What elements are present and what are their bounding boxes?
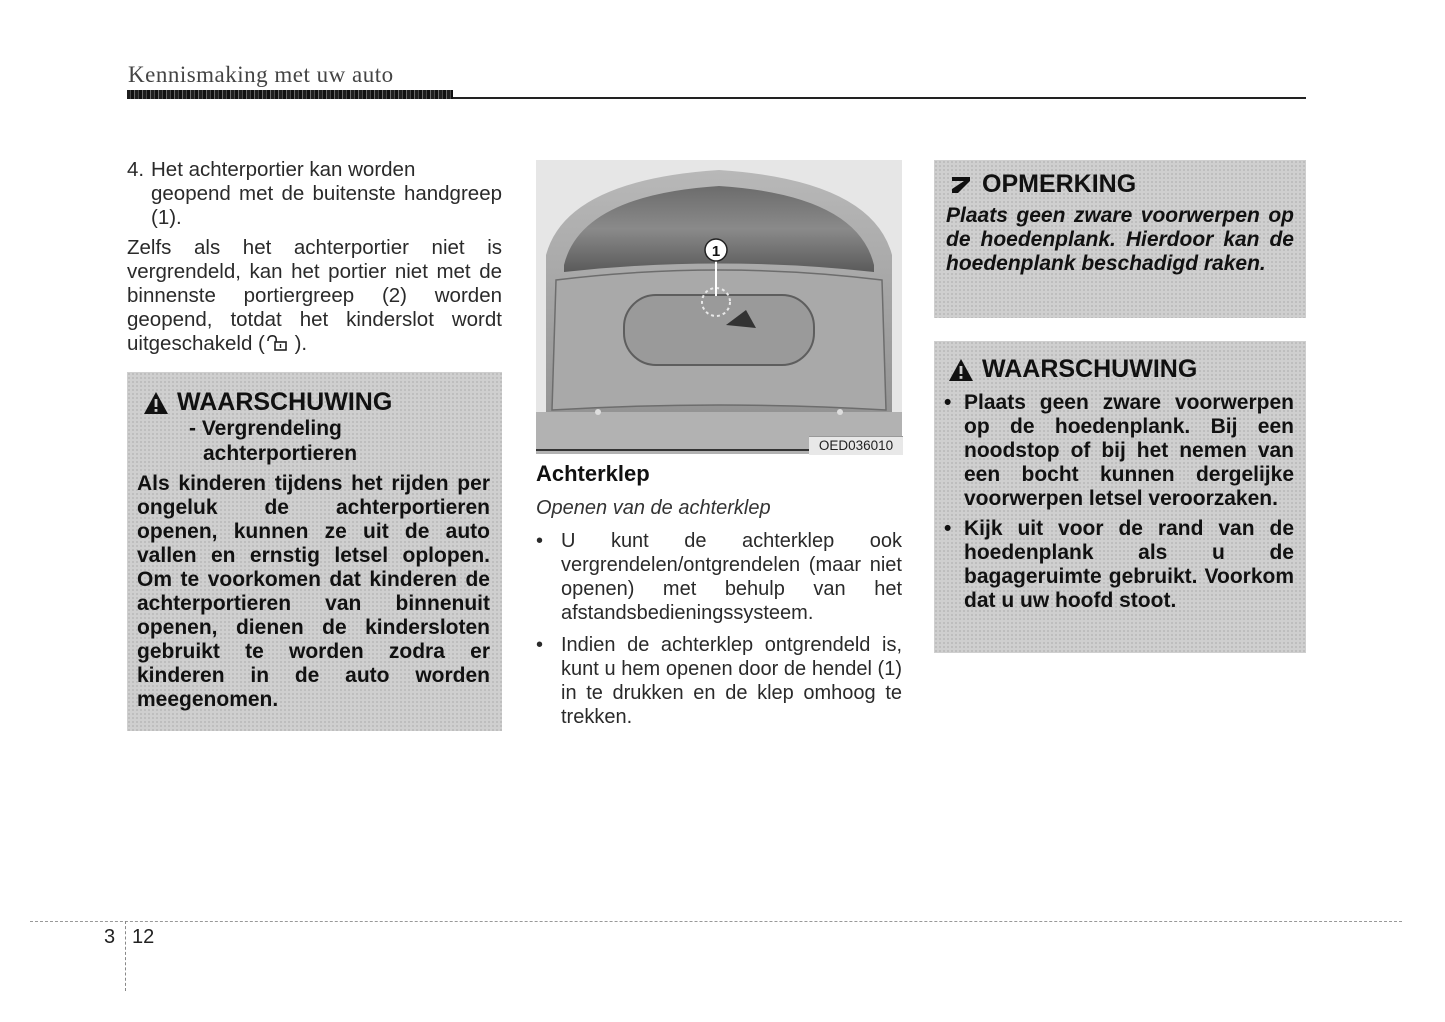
note-heading [948, 170, 1136, 199]
tailgate-bullets [536, 529, 902, 737]
childlock-paragraph-end: ). [294, 332, 308, 355]
header-decorative-bar [127, 90, 453, 99]
warning-triangle-icon [948, 358, 974, 382]
warning-subtitle-line2: achterportieren [203, 442, 358, 465]
note-body: Plaats geen zware voorwerpen op de hoedenplank. Hierdoor kan de hoedenplank beschadigd raken. [946, 204, 1294, 275]
step-number: 4. [127, 158, 145, 181]
tailgate-illustration [536, 160, 902, 454]
callout-number: 1 [711, 243, 721, 260]
note-pencil-icon [948, 173, 974, 197]
footer-dashed-rule [30, 921, 1402, 922]
warning-heading [143, 388, 392, 417]
step-text-rest: geopend met de buitenste handgreep (1). [151, 182, 502, 229]
warning-title: WAARSCHUWING [177, 388, 393, 416]
license-plate-recess [624, 295, 814, 365]
childlock-paragraph-text: Zelfs als het achterportier niet is vergrendeld, kan het portier niet met de binnenste portiergreep (2) worden geopend, totdat het kinderslot wordt uitgeschakeld ( [127, 236, 502, 355]
step-text-line1: Het achterportier kan worden [151, 158, 416, 181]
warning-box-parcel-shelf [934, 341, 1306, 653]
bumper-light-left [595, 409, 601, 415]
bullet-dot: • [536, 530, 544, 552]
note-box [934, 160, 1306, 318]
child-lock-symbol-icon [265, 333, 289, 353]
warning-body: Als kinderen tijdens het rijden per ongeluk de achterportieren openen, kunnen ze uit de auto vallen en ernstig letsel oplopen. Om te voorkomen dat kinderen de achterportieren van binnenuit openen, dienen de kindersloten gebruikt te worden zodra er kinderen in de auto worden meegenomen. [137, 472, 490, 711]
list-item [944, 517, 1294, 613]
warning-heading [948, 355, 1197, 384]
warning-box-child-lock [127, 372, 502, 731]
page-number: 12 [132, 926, 155, 948]
step-4 [127, 158, 502, 230]
section-subtitle: Openen van de achterklep [536, 497, 771, 519]
bullet-dot: • [536, 634, 544, 656]
warning-item-text: Plaats geen zware voorwerpen op de hoedenplank. Bij een noodstop of bij het nemen van een bocht kunnen dergelijke voorwerpen letsel veroorzaken. [964, 391, 1294, 510]
warning-items [944, 391, 1294, 619]
step-text [151, 158, 502, 230]
bullet-dot: • [944, 517, 952, 540]
bumper-light-right [837, 409, 843, 415]
list-item [944, 391, 1294, 511]
page-chapter-number: 3 [104, 926, 116, 948]
bullet-text: Indien de achterklep ontgrendeld is, kunt u hem openen door de hendel (1) in te drukken en de klep omhoog te trekken. [561, 634, 902, 728]
warning-title: WAARSCHUWING [982, 355, 1198, 383]
warning-triangle-icon [143, 391, 169, 415]
warning-subtitle [189, 416, 357, 466]
list-item [536, 633, 902, 729]
list-item [536, 529, 902, 625]
warning-subtitle-line1: - Vergrendeling [189, 417, 342, 440]
note-title: OPMERKING [982, 170, 1137, 198]
bullet-text: U kunt de achterklep ook vergrendelen/ontgrendelen (maar niet openen) met behulp van het afstandsbedieningssysteem. [561, 530, 902, 624]
footer-page-divider [125, 921, 126, 991]
warning-item-text: Kijk uit voor de rand van de hoedenplank als u de bagageruimte gebruikt. Voorkom dat u uw hoofd stoot. [964, 517, 1294, 612]
left-column [127, 158, 502, 356]
figure-code-label: OED036010 [809, 436, 903, 455]
bullet-dot: • [944, 391, 952, 414]
section-title: Achterklep [536, 461, 650, 486]
header-rule [453, 97, 1306, 99]
childlock-paragraph [127, 236, 502, 356]
page-header-title: Kennismaking met uw auto [128, 62, 394, 87]
